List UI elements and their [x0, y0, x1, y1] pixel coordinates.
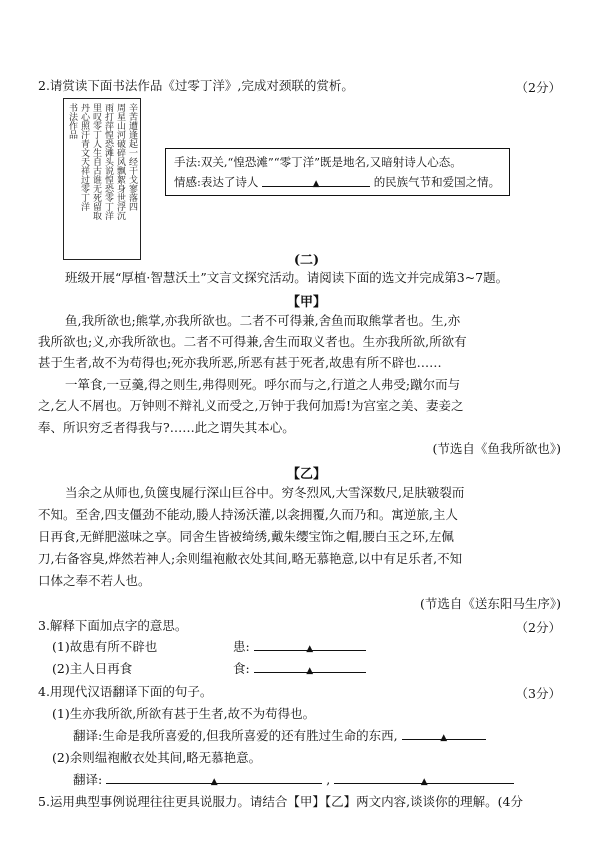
jia-line: 一箪食,一豆羹,得之则生,弗得则死。呼尔而与之,行道之人弗受;蹴尔而与	[65, 377, 461, 392]
yi-source: (节选自《送东阳马生序》)	[419, 596, 561, 611]
q3-answer-blank[interactable]	[254, 661, 366, 676]
q4-title: 4.用现代汉语翻译下面的句子。	[38, 684, 213, 699]
q3-answer-2	[233, 661, 366, 677]
emotion-suffix: 的民族气节和爱国之情。	[373, 175, 501, 189]
calligraphy-col: 雨打萍惶恐滩头说惶恐零丁洋	[103, 103, 113, 220]
analysis-box	[165, 148, 510, 196]
section-intro: 班级开展“厚植·智慧沃土”文言文探究活动。请阅读下面的选文并完成第3~7题。	[65, 270, 509, 285]
calligraphy-col: 里叹零丁人生自古谁无死留取	[91, 103, 101, 220]
yi-line: 当余之从师也,负箧曳屣行深山巨谷中。穷冬烈风,大雪深数尺,足肤皲裂而	[65, 485, 465, 500]
translation-text: 翻译:	[73, 772, 103, 787]
emotion-prefix: 情感:表达了诗人	[174, 175, 259, 189]
analysis-technique: 手法:双关,“惶恐滩”“零丁洋”既是地名,又暗射诗人心态。	[174, 155, 462, 169]
triangle-icon: ▲	[440, 733, 448, 743]
section-heading: (二)	[293, 253, 320, 268]
q3-score: （2分）	[515, 620, 561, 635]
q3-title: 3.解释下面加点字的意思。	[38, 618, 188, 633]
q4-sentence-2: (2)余则缊袍敝衣处其间,略无慕艳意。	[52, 750, 262, 765]
yi-line: 刀,右备容臭,烨然若神人;余则缊袍敝衣处其间,略无慕艳意,以中有足乐者,不知	[38, 551, 463, 566]
yi-line: 不知。至舍,四支僵劲不能动,媵人持汤沃灌,以衾拥覆,久而乃和。寓逆旅,主人	[38, 507, 458, 522]
q4-translation-2: 翻译: ▲ , ▲	[73, 772, 514, 788]
yi-line: 口体之奉不若人也。	[38, 573, 151, 588]
q3-answer-label: 食:	[233, 661, 250, 676]
triangle-icon: ▲	[210, 777, 218, 787]
q3-answer-label: 患:	[233, 639, 250, 654]
calligraphy-col: 周星山河破碎风飘絮身世浮沉	[115, 103, 125, 220]
triangle-icon: ▲	[306, 644, 314, 654]
translation-text: 翻译:生命是我所喜爱的,但我所喜爱的还有胜过生命的东西,	[73, 728, 398, 743]
q3-item: (2)主人日再食	[52, 661, 133, 676]
q3-answer-blank[interactable]	[254, 639, 366, 654]
q2-title: 2.请赏读下面书法作品《过零丁洋》,完成对颈联的赏析。	[38, 78, 354, 93]
q4-score: （3分）	[515, 686, 561, 701]
jia-line: 奉、所识穷乏者得我与?……此之谓失其本心。	[38, 420, 295, 435]
translation-blank[interactable]	[402, 728, 486, 743]
q4-sentence-1: (1)生亦我所欲,所欲有甚于生者,故不为苟得也。	[52, 706, 316, 721]
calligraphy-image	[63, 98, 141, 260]
q5-title: 5.运用典型事例说理往往更具说服力。请结合【甲】【乙】两文内容,谈谈你的理解。(4分	[38, 794, 523, 809]
q4-translation-1	[73, 728, 486, 744]
emotion-answer-blank[interactable]	[262, 175, 370, 187]
calligraphy-col: 丹心照汗青文天祥过零丁洋	[79, 103, 89, 211]
jia-line: 之,乞人不屑也。万钟则不辩礼义而受之,万钟于我何加焉!为宫室之美、妻妾之	[38, 398, 464, 413]
q2-score: （2分）	[515, 80, 561, 95]
jia-line: 我所欲也;义,亦我所欲也。二者不可得兼,舍生而取义者也。生亦我所欲,所欲有	[38, 334, 467, 349]
jia-line: 甚于生者,故不为苟得也;死亦我所恶,所恶有甚于死者,故患有所不辟也……	[38, 355, 442, 370]
triangle-icon: ▲	[420, 777, 428, 787]
translation-blank[interactable]	[334, 772, 514, 787]
jia-line: 鱼,我所欲也;熊掌,亦我所欲也。二者不可得兼,舍鱼而取熊掌者也。生,亦	[65, 313, 461, 328]
calligraphy-col: 书法作品	[67, 103, 77, 139]
jia-source: (节选自《鱼我所欲也》)	[432, 441, 561, 456]
q3-item: (1)故患有所不辟也	[52, 639, 158, 654]
triangle-icon: ▲	[306, 666, 314, 676]
yi-line: 日再食,无鲜肥滋味之享。同舍生皆被绮绣,戴朱缨宝饰之帽,腰白玉之环,左佩	[38, 529, 454, 544]
passage-yi-label: 【乙】	[286, 467, 326, 482]
triangle-icon: ▲	[312, 179, 320, 189]
q3-answer-1	[233, 639, 366, 655]
analysis-emotion	[174, 174, 500, 190]
calligraphy-col: 辛苦遭逢起一经干戈寥落四	[127, 103, 137, 211]
passage-jia-label: 【甲】	[286, 295, 326, 310]
